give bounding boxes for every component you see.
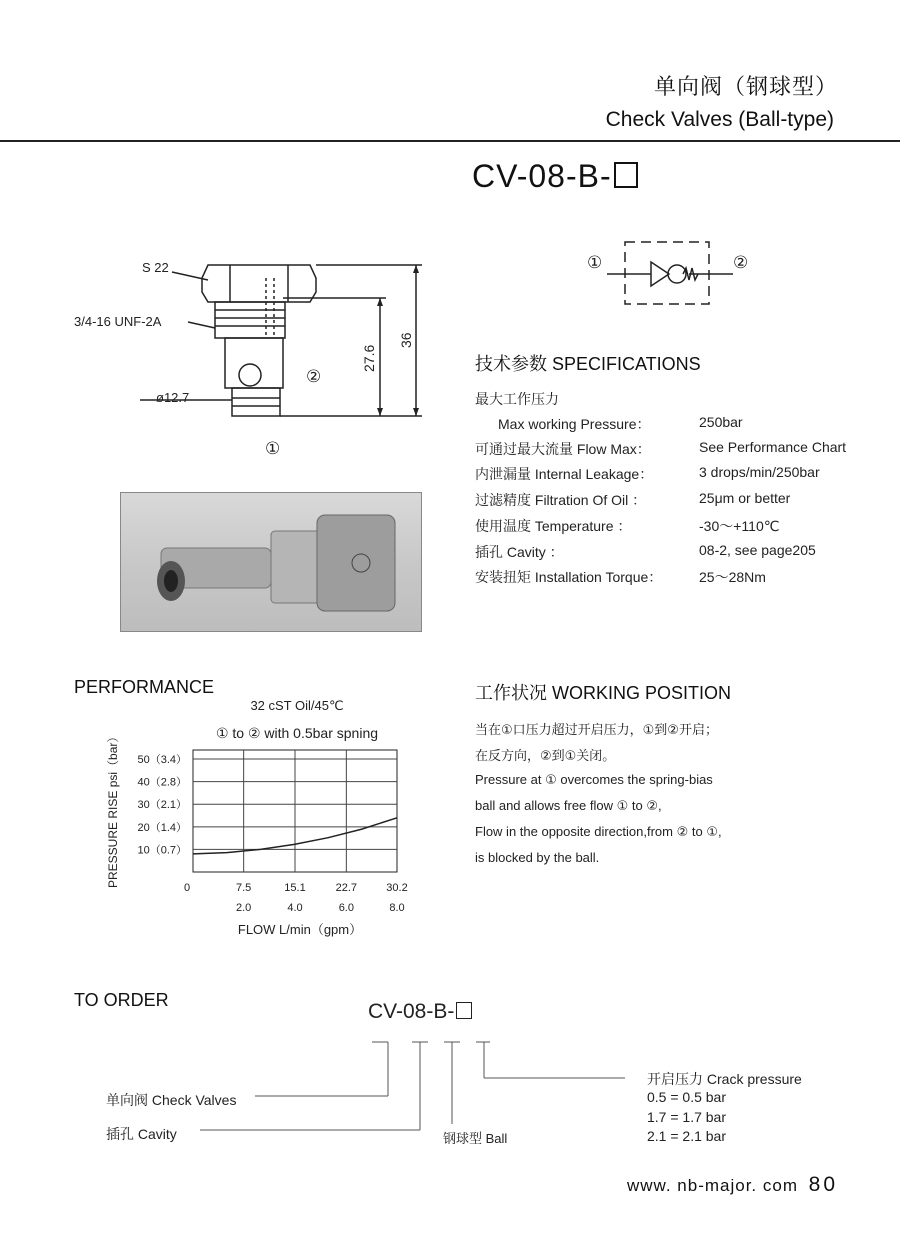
chart-x-tick-label-lpm: 0 [183, 882, 191, 894]
specifications-title: 技术参数 SPECIFICATIONS [475, 354, 701, 374]
chart-y-tick-label: 10（0.7） [137, 844, 187, 857]
order-label-cavity: 插孔 Cavity [106, 1126, 177, 1142]
working-position-line-1: 当在①口压力超过开启压力，①到②开启； [475, 722, 718, 737]
chart-y-tick-label: 20（1.4） [137, 821, 187, 834]
working-position-line-3: Pressure at ① overcomes the spring-bias [475, 772, 713, 787]
chart-x-tick-label-gpm: 8.0 [389, 902, 405, 914]
performance-title: PERFORMANCE [74, 677, 215, 697]
footer-page-number: 80 [808, 1173, 838, 1196]
working-position-title: 工作状况 WORKING POSITION [475, 683, 732, 703]
crack-option-2-1: 2.1 = 2.1 bar [647, 1128, 727, 1144]
chart-x-tick-label-lpm: 30.2 [386, 882, 408, 894]
header-divider [0, 140, 900, 142]
order-label-check-valves: 单向阀 Check Valves [106, 1092, 237, 1108]
crack-option-0-5: 0.5 = 0.5 bar [647, 1089, 727, 1105]
chart-x-tick-label-gpm: 2.0 [236, 902, 252, 914]
chart-x-tick-label-gpm: 4.0 [287, 902, 303, 914]
chart-x-tick-label-lpm: 15.1 [284, 882, 306, 894]
model-title [472, 158, 638, 195]
chart-y-axis-label: PRESSURE RISE psi（bar） [106, 730, 120, 888]
chart-y-ticks [137, 753, 187, 856]
spec-label-flow: 可通过最大流量 Flow Max： [475, 441, 651, 457]
spec-label-en: Max working Pressure： [498, 416, 651, 432]
chart-x-tick-label-lpm: 22.7 [335, 882, 358, 894]
check-valve-symbol [585, 238, 755, 310]
crack-pressure-title: 开启压力 Crack pressure [647, 1071, 802, 1087]
spec-label-cavity: 插孔 Cavity ： [475, 544, 564, 560]
order-label-ball: 钢球型 Ball [443, 1131, 508, 1146]
symbol-port-2: ② [733, 253, 749, 272]
hex-nut-outline [202, 265, 316, 302]
model-option-box [614, 162, 638, 188]
header-title-cn: 单向阀（钢球型） [653, 74, 838, 99]
chart-y-tick-label: 50（3.4） [137, 754, 187, 767]
chart-grid [193, 750, 397, 872]
order-code [368, 1000, 472, 1024]
order-option-box [456, 1002, 472, 1019]
symbol-port-1: ① [587, 253, 603, 272]
chart-x-ticks [184, 882, 408, 914]
working-position-line-4: ball and allows free flow ① to ②, [475, 798, 662, 813]
spec-value-cavity: 08-2, see page205 [699, 542, 816, 558]
product-photo [120, 492, 422, 632]
model-code: CV-08-B- [472, 158, 612, 194]
chart-x-tick-label-gpm: 6.0 [338, 902, 354, 914]
dim-height-27-6: 27.6 [361, 344, 377, 372]
spec-label-torque: 安装扭矩 Installation Torque： [475, 569, 663, 585]
chart-title: 32 cST Oil/45℃ [250, 698, 344, 713]
spec-value-filtration: 25μm or better [699, 490, 791, 506]
chart-x-tick-label-lpm: 7.5 [236, 882, 252, 894]
performance-chart [90, 692, 430, 942]
spec-label-temperature: 使用温度 Temperature ： [475, 518, 632, 534]
header-title-en: Check Valves (Ball-type) [605, 108, 834, 131]
order-leader-lines [190, 1036, 630, 1136]
working-position-line-5: Flow in the opposite direction,from ② to ①, [475, 824, 722, 839]
chart-x-axis-label: FLOW L/min（gpm） [237, 922, 363, 937]
spec-label-filtration: 过滤精度 Filtration Of Oil ： [475, 492, 647, 508]
chart-y-tick-label: 40（2.8） [137, 776, 187, 789]
diameter-label: ø12.7 [156, 390, 190, 405]
spec-value-temperature: -30～+110℃ [699, 518, 780, 534]
order-code-text: CV-08-B- [368, 1000, 455, 1023]
drawing-port-2: ② [306, 367, 322, 386]
drawing-port-1: ① [265, 439, 281, 458]
working-position-line-6: is blocked by the ball. [475, 850, 600, 865]
crack-option-1-7: 1.7 = 1.7 bar [647, 1109, 727, 1125]
spec-value-pressure: 250bar [699, 414, 743, 430]
dimension-drawing [60, 250, 440, 470]
chart-subtitle: ① to ② with 0.5bar spning [215, 725, 379, 741]
hex-size-label: S 22 [142, 260, 169, 275]
dim-height-36: 36 [398, 332, 414, 348]
valve-photo-illustration [121, 493, 421, 631]
chart-y-tick-label: 30（2.1） [137, 799, 187, 812]
spec-value-leakage: 3 drops/min/250bar [699, 464, 820, 480]
to-order-title: TO ORDER [74, 990, 169, 1010]
thread-label: 3/4-16 UNF-2A [74, 314, 162, 329]
spec-label-leakage: 内泄漏量 Internal Leakage： [475, 466, 654, 482]
spec-value-torque: 25～28Nm [699, 569, 766, 585]
spec-value-flow: See Performance Chart [699, 439, 847, 455]
working-position-line-2: 在反方向，②到①关闭。 [475, 748, 616, 763]
spec-label-cn: 最大工作压力 [475, 391, 559, 407]
footer-url: www. nb-major. com [626, 1176, 798, 1195]
